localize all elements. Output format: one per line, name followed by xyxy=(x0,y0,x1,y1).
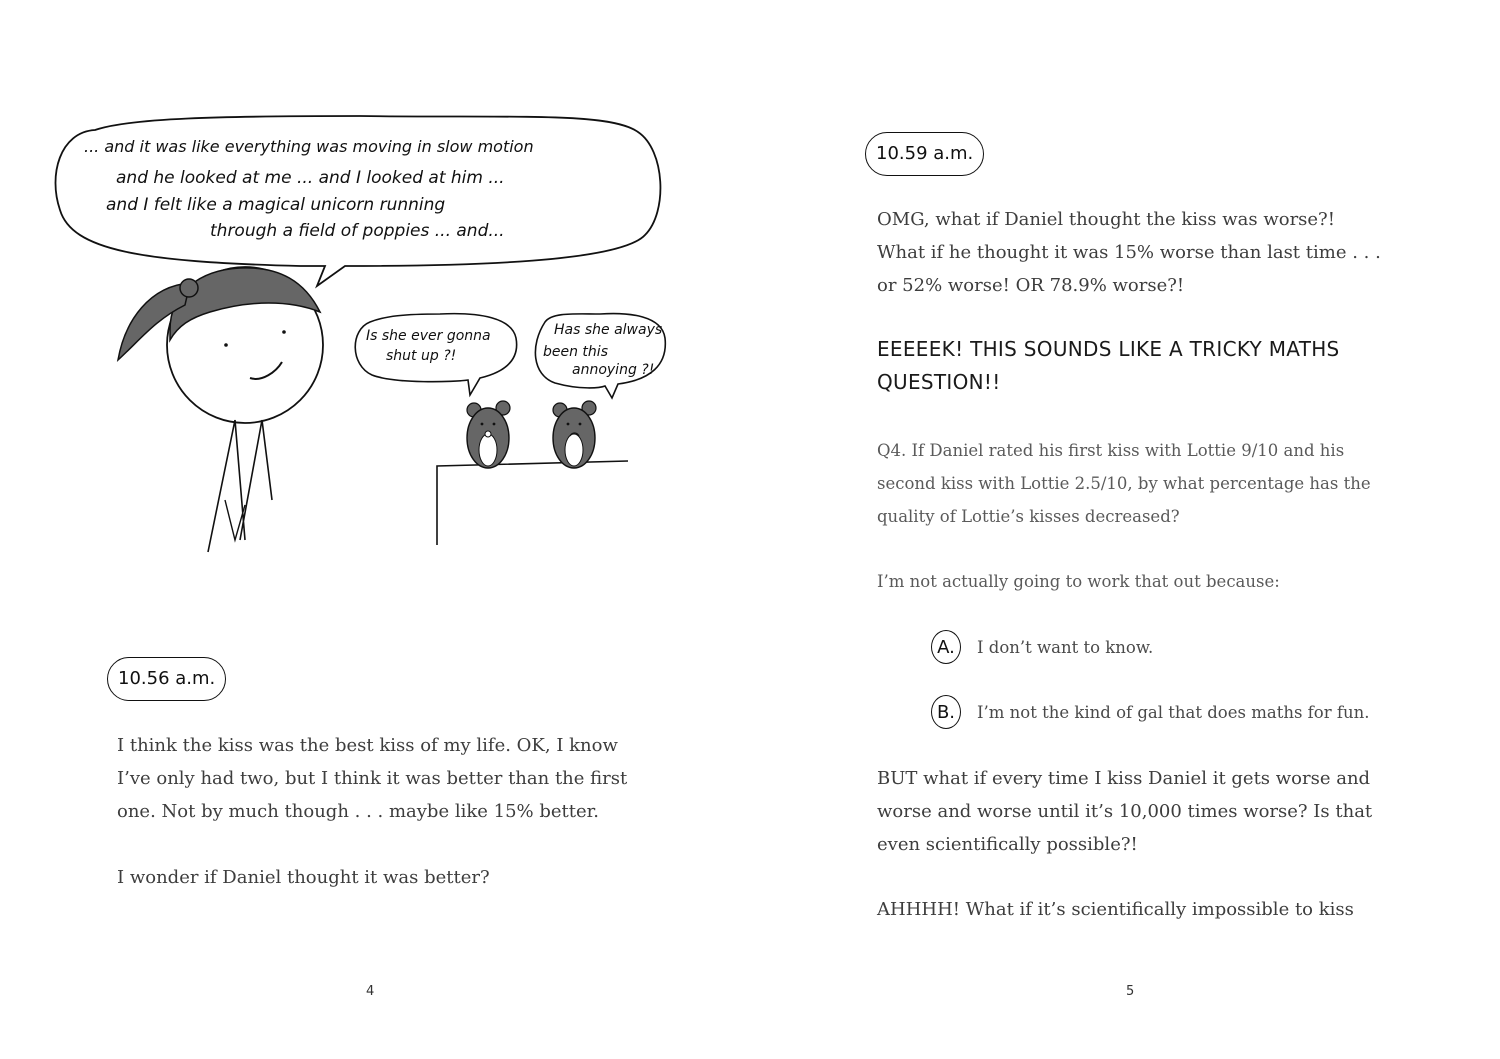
time-label: 10.59 a.m. xyxy=(865,132,984,176)
paragraph-1-line-3: or 52% worse! OR 78.9% worse?! xyxy=(877,275,1185,296)
paragraph-1-line-1: I think the kiss was the best kiss of my life. OK, I know xyxy=(117,735,618,756)
mouse2-line-1: Has she always xyxy=(554,322,663,338)
question-q4 xyxy=(877,434,1467,533)
question-line-3: quality of Lottie’s kisses decreased? xyxy=(877,507,1180,526)
option-b-text: I’m not the kind of gal that does maths for fun. xyxy=(977,702,1370,722)
speech-line-3: and I felt like a magical unicorn running xyxy=(106,195,446,215)
mouse2-line-2: been this xyxy=(543,344,608,360)
shelf xyxy=(437,461,628,545)
paragraph-1-line-1: OMG, what if Daniel thought the kiss was worse?! xyxy=(877,209,1335,230)
question-line-1: Q4. If Daniel rated his first kiss with Lottie 9/10 and his xyxy=(877,441,1345,460)
paragraph-1 xyxy=(117,729,717,828)
intro-text: I’m not actually going to work that out because: xyxy=(877,572,1280,591)
paragraph-2 xyxy=(877,762,1467,861)
speech-line-2: and he looked at me ... and I looked at him ... xyxy=(116,168,505,188)
maths-heading-line-1: EEEEEK! THIS SOUNDS LIKE A TRICKY MATHS xyxy=(877,337,1340,361)
mouse2-line-3: annoying ?! xyxy=(572,362,655,378)
option-b xyxy=(931,695,1369,729)
mouse-1 xyxy=(467,401,510,468)
option-a-text: I don’t want to know. xyxy=(977,637,1154,657)
girl-figure xyxy=(118,267,323,552)
page-number: 4 xyxy=(366,984,375,999)
question-line-2: second kiss with Lottie 2.5/10, by what percentage has the xyxy=(877,474,1371,493)
mouse-2 xyxy=(553,401,596,468)
speech-line-1: ... and it was like everything was moving in slow motion xyxy=(84,137,534,156)
maths-heading xyxy=(877,333,1467,399)
paragraph-2: I wonder if Daniel thought it was better? xyxy=(117,867,490,888)
maths-heading-line-2: QUESTION!! xyxy=(877,370,1001,394)
right-page xyxy=(750,0,1500,1059)
cartoon-illustration xyxy=(0,0,750,570)
paragraph-1-line-3: one. Not by much though . . . maybe like 15% better. xyxy=(117,801,599,822)
paragraph-2-line-2: worse and worse until it’s 10,000 times worse? Is that xyxy=(877,801,1373,822)
paragraph-1-line-2: I’ve only had two, but I think it was better than the first xyxy=(117,768,628,789)
mouse1-line-2: shut up ?! xyxy=(386,348,457,364)
paragraph-2-line-3: even scientifically possible?! xyxy=(877,834,1138,855)
paragraph-1 xyxy=(877,203,1467,302)
speech-line-4: through a field of poppies ... and... xyxy=(210,221,505,241)
time-label: 10.56 a.m. xyxy=(107,657,226,701)
paragraph-2-line-1: BUT what if every time I kiss Daniel it gets worse and xyxy=(877,768,1371,789)
option-b-marker: B. xyxy=(931,695,961,729)
option-a-marker: A. xyxy=(931,630,961,664)
mouse1-line-1: Is she ever gonna xyxy=(366,328,491,344)
paragraph-3: AHHHH! What if it’s scientifically impossible to kiss xyxy=(877,899,1354,920)
option-a xyxy=(931,630,1153,664)
paragraph-1-line-2: What if he thought it was 15% worse than last time . . . xyxy=(877,242,1381,263)
page-number: 5 xyxy=(1126,984,1135,999)
